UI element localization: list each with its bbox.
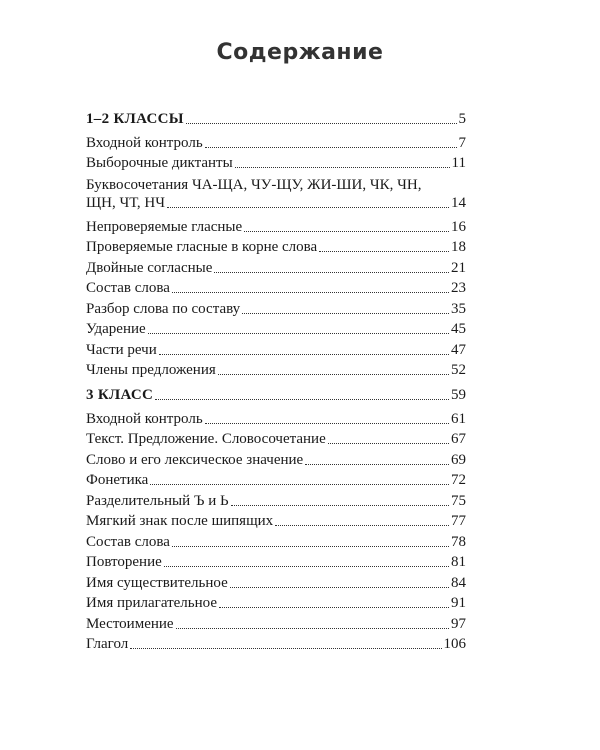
toc-entry-label: Разбор слова по составу: [86, 300, 241, 317]
toc-entry[interactable]: [86, 469, 466, 490]
dot-leader: [219, 607, 449, 608]
dot-leader: [244, 231, 449, 232]
dot-leader: [130, 648, 441, 649]
dot-leader: [319, 251, 449, 252]
dot-leader: [148, 333, 449, 334]
toc-entry-label: Имя существительное: [86, 574, 228, 591]
toc-entry-label: Буквосочетания ЧА-ЩА, ЧУ-ЩУ, ЖИ-ШИ, ЧК, ЧН,: [86, 177, 422, 193]
toc-entry-label: Слово и его лексическое значение: [86, 451, 304, 468]
toc-entry[interactable]: [86, 510, 466, 531]
toc-page-number: 45: [451, 321, 466, 337]
dot-leader: [186, 123, 457, 124]
dot-leader: [205, 423, 449, 424]
toc-entry[interactable]: [86, 612, 466, 633]
dot-leader: [167, 207, 449, 208]
toc-entry-label: Входной контроль: [86, 410, 203, 427]
toc-page-number: 78: [451, 533, 466, 550]
toc-page-number: 61: [451, 410, 466, 427]
toc-page-number: 47: [451, 341, 466, 358]
toc-page-number: 75: [451, 492, 466, 509]
dot-leader: [172, 292, 449, 293]
toc-page-number: 11: [451, 155, 466, 171]
toc-entry-label: Непроверяемые гласные: [86, 218, 243, 235]
toc-entry[interactable]: [86, 277, 466, 298]
page-title: Содержание: [216, 40, 384, 65]
toc-entry[interactable]: [86, 633, 466, 654]
toc-page-number: 5: [458, 111, 466, 127]
dot-leader: [231, 505, 449, 506]
toc-entry[interactable]: [86, 428, 466, 449]
dot-leader: [150, 484, 449, 485]
dot-leader: [230, 587, 449, 588]
toc-entry[interactable]: [86, 256, 466, 277]
toc-entry[interactable]: [86, 359, 466, 380]
toc-entry-label: Состав слова: [86, 533, 170, 550]
toc-entry[interactable]: [86, 236, 466, 257]
toc-entry-label: Местоимение: [86, 615, 174, 632]
toc-entry[interactable]: [86, 592, 466, 613]
toc-entry-label: Проверяемые гласные в корне слова: [86, 239, 318, 255]
toc-heading[interactable]: [86, 384, 466, 404]
toc-entry[interactable]: [86, 131, 466, 152]
toc-entry-line2: [86, 194, 466, 212]
dot-leader: [275, 525, 449, 526]
toc-entry[interactable]: [86, 551, 466, 572]
toc-page-number: 72: [451, 472, 466, 488]
toc-section-grade-3: [86, 384, 466, 653]
dot-leader: [164, 566, 449, 567]
toc-entry-label: Ударение: [86, 321, 146, 337]
dot-leader: [159, 354, 449, 355]
toc-entry-label: Текст. Предложение. Словосочетание: [86, 431, 326, 447]
toc-heading-label: 1–2 КЛАССЫ: [86, 111, 184, 127]
dot-leader: [218, 374, 449, 375]
toc-entry[interactable]: [86, 318, 466, 339]
toc-page-number: 14: [451, 195, 466, 211]
toc-entry-label: Глагол: [86, 636, 129, 652]
toc-page-number: 21: [451, 259, 466, 276]
toc-entry[interactable]: [86, 176, 466, 212]
toc-page-number: 81: [451, 554, 466, 570]
dot-leader: [205, 147, 457, 148]
toc-entry-label: Имя прилагательное: [86, 595, 218, 611]
toc-page-number: 35: [451, 300, 466, 317]
toc-entry[interactable]: [86, 571, 466, 592]
toc-page-number: 69: [451, 451, 466, 468]
dot-leader: [305, 464, 449, 465]
toc-page-number: 18: [451, 239, 466, 255]
toc-entry[interactable]: [86, 152, 466, 173]
toc-entry-label: Мягкий знак после шипящих: [86, 513, 274, 529]
toc-entry[interactable]: [86, 407, 466, 428]
toc-page-number: 91: [451, 595, 466, 611]
toc-page-number: 7: [458, 134, 466, 151]
toc-entry-label: Фонетика: [86, 472, 149, 488]
dot-leader: [328, 443, 449, 444]
toc-page-number: 77: [451, 513, 466, 529]
toc-heading[interactable]: [86, 108, 466, 128]
toc-entry-label: Выборочные диктанты: [86, 155, 233, 171]
toc-entry-label: Двойные согласные: [86, 259, 213, 276]
toc-entry[interactable]: [86, 448, 466, 469]
toc-entry-label: Повторение: [86, 554, 162, 570]
toc-page-number: 16: [451, 218, 466, 235]
toc-page-number: 59: [451, 387, 466, 403]
toc-page-number: 52: [451, 362, 466, 378]
dot-leader: [172, 546, 449, 547]
toc-entry-label: Разделительный Ъ и Ь: [86, 492, 229, 509]
toc-entry[interactable]: [86, 489, 466, 510]
toc-entry[interactable]: [86, 338, 466, 359]
toc-entry-label: ЩН, ЧТ, НЧ: [86, 195, 165, 211]
toc-page-number: 106: [443, 636, 466, 652]
toc-page-number: 97: [451, 615, 466, 632]
toc-heading-label: 3 КЛАСС: [86, 387, 154, 403]
dot-leader: [242, 313, 449, 314]
dot-leader: [214, 272, 449, 273]
toc-page-number: 23: [451, 280, 466, 296]
toc-section-grades-1-2: [86, 108, 466, 379]
toc-page-number: 84: [451, 574, 466, 591]
toc-entry[interactable]: [86, 530, 466, 551]
toc-entry-label: Состав слова: [86, 280, 170, 296]
toc-entry-label: Части речи: [86, 341, 157, 358]
dot-leader: [155, 399, 449, 400]
toc-entry[interactable]: [86, 297, 466, 318]
toc-entry-label: Члены предложения: [86, 362, 216, 378]
dot-leader: [235, 167, 450, 168]
toc-entry-label: Входной контроль: [86, 134, 203, 151]
toc-page-number: 67: [451, 431, 466, 447]
dot-leader: [176, 628, 449, 629]
toc-entry[interactable]: [86, 215, 466, 236]
